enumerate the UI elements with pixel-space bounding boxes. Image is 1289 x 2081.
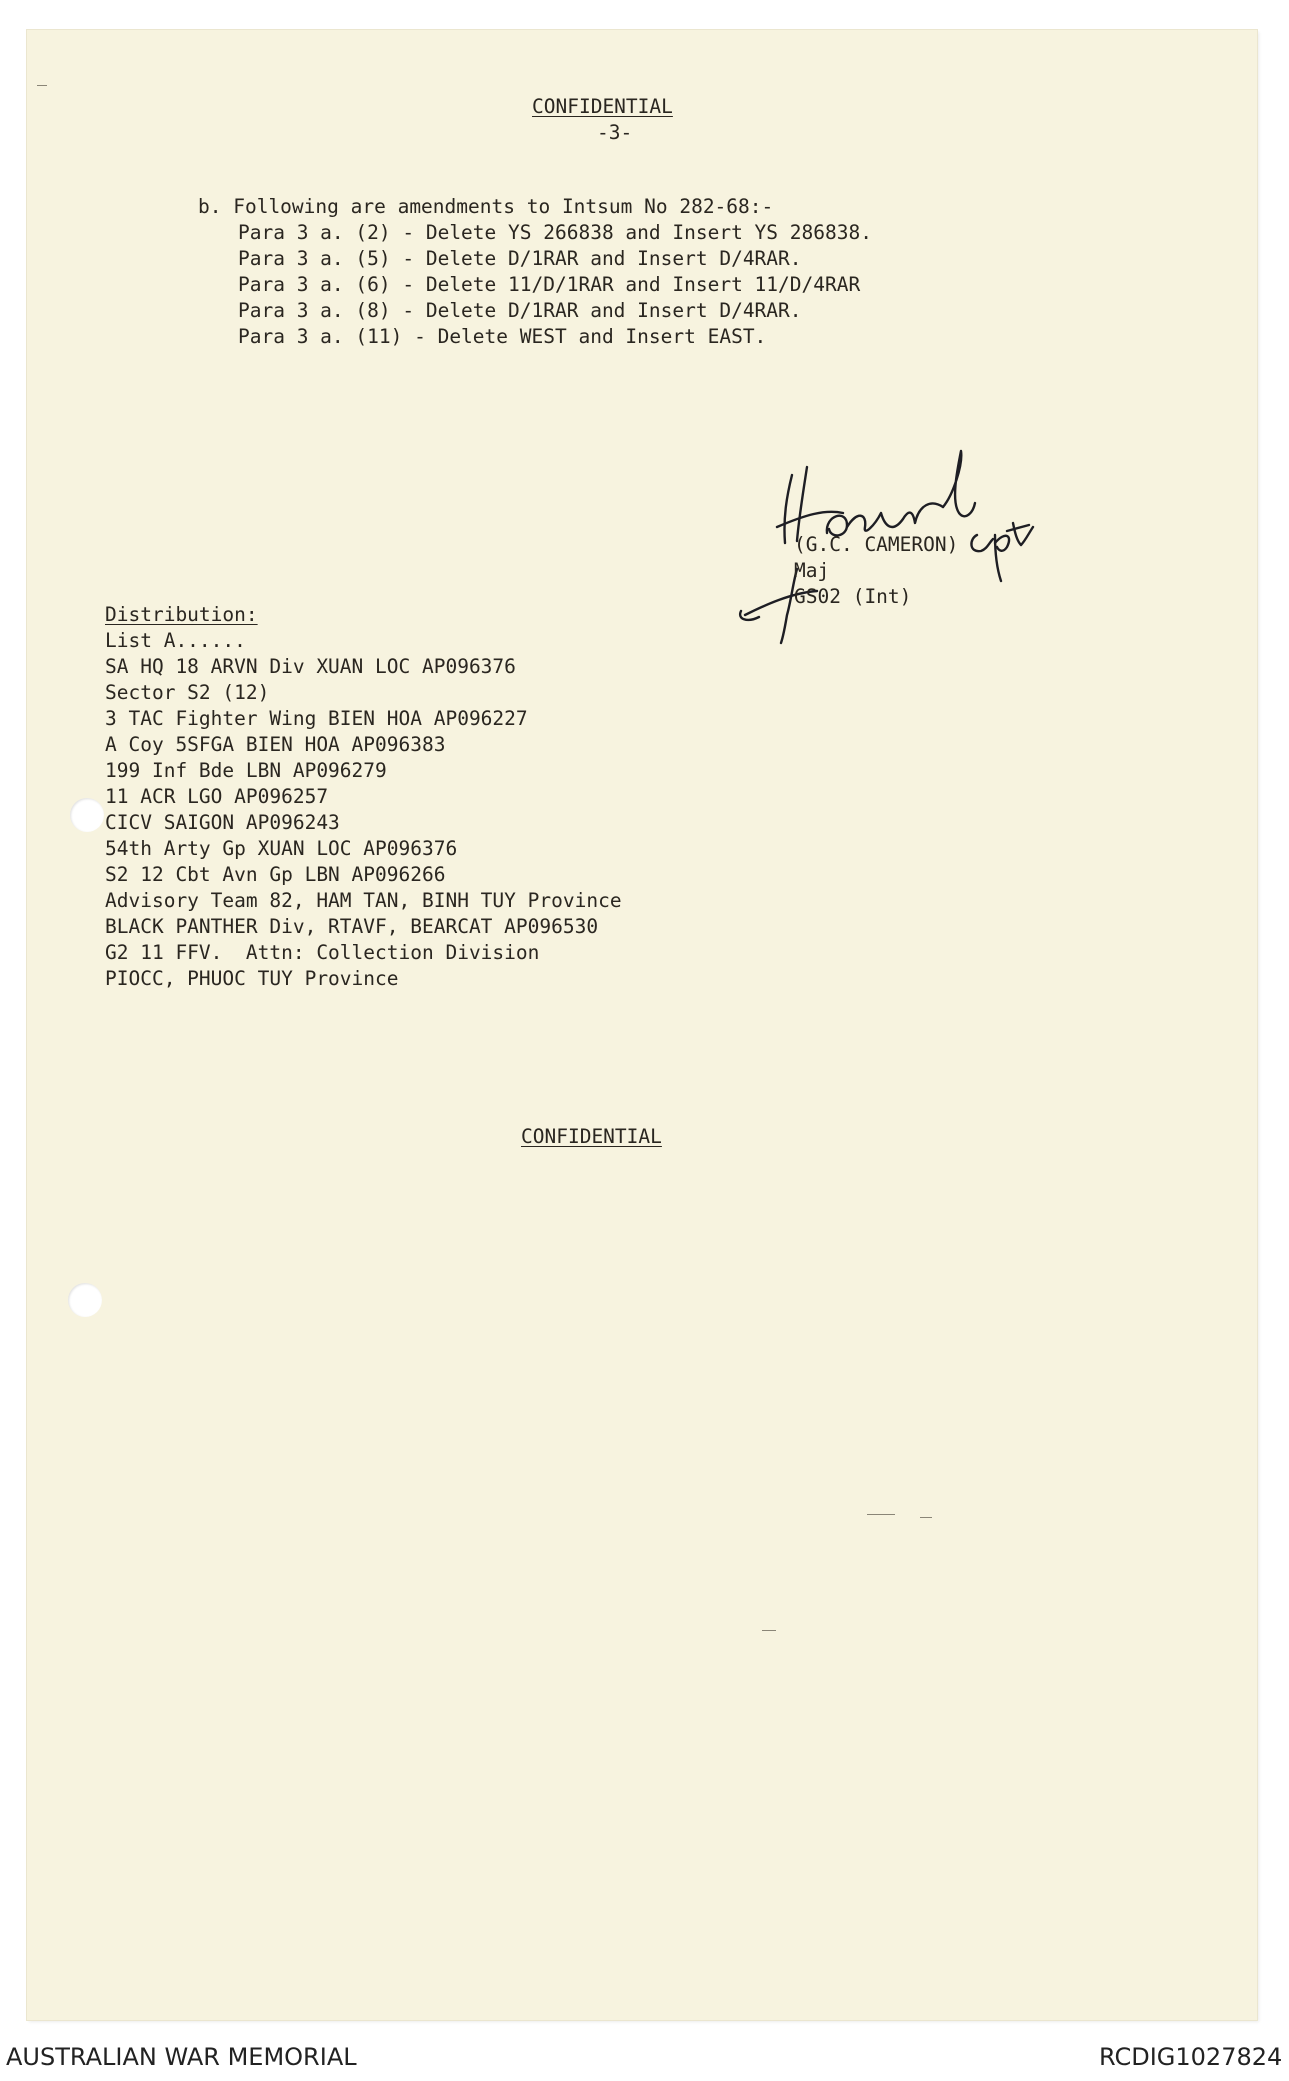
distribution-item: A Coy 5SFGA BIEN HOA AP096383 [105,733,446,756]
distribution-item: 3 TAC Fighter Wing BIEN HOA AP096227 [105,707,528,730]
signatory-name: (G.C. CAMERON) [794,533,959,556]
distribution-item: 54th Arty Gp XUAN LOC AP096376 [105,837,458,860]
signatory-rank: Maj [794,559,830,582]
distribution-item: Sector S2 (12) [105,681,270,704]
amendment-line: Para 3 a. (11) - Delete WEST and Insert EAST. [238,325,767,348]
amendment-line: Para 3 a. (2) - Delete YS 266838 and Insert YS 286838. [238,221,872,244]
distribution-item: G2 11 FFV. Attn: Collection Division [105,941,540,964]
distribution-item: S2 12 Cbt Avn Gp LBN AP096266 [105,863,446,886]
distribution-item: 199 Inf Bde LBN AP096279 [105,759,387,782]
distribution-item: Advisory Team 82, HAM TAN, BINH TUY Province [105,889,622,912]
distribution-item: 11 ACR LGO AP096257 [105,785,329,808]
paper-mark [920,1517,932,1518]
paper-mark [37,85,47,86]
amendment-line: Para 3 a. (5) - Delete D/1RAR and Insert D/4RAR. [238,247,802,270]
archive-credit: AUSTRALIAN WAR MEMORIAL [6,2043,357,2071]
classification-header: CONFIDENTIAL [532,95,673,118]
punch-hole-bottom [68,1283,102,1317]
punch-hole-top [70,798,104,832]
classification-footer: CONFIDENTIAL [521,1125,662,1148]
page-number: -3- [597,121,633,144]
signatory-appointment: GS02 (Int) [794,585,912,608]
record-id: RCDIG1027824 [1099,2043,1283,2071]
paper-mark [867,1514,895,1515]
distribution-item: BLACK PANTHER Div, RTAVF, BEARCAT AP096530 [105,915,599,938]
document-page [27,30,1257,2020]
paper-mark [762,1630,776,1631]
distribution-item: SA HQ 18 ARVN Div XUAN LOC AP096376 [105,655,516,678]
amendment-line: Para 3 a. (6) - Delete 11/D/1RAR and Insert 11/D/4RAR [238,273,861,296]
amendments-intro: b. Following are amendments to Intsum No 282-68:- [198,195,774,218]
distribution-item: CICV SAIGON AP096243 [105,811,340,834]
amendment-line: Para 3 a. (8) - Delete D/1RAR and Insert D/4RAR. [238,299,802,322]
distribution-heading: Distribution: [105,603,258,626]
distribution-item: List A...... [105,629,246,652]
distribution-item: PIOCC, PHUOC TUY Province [105,967,399,990]
